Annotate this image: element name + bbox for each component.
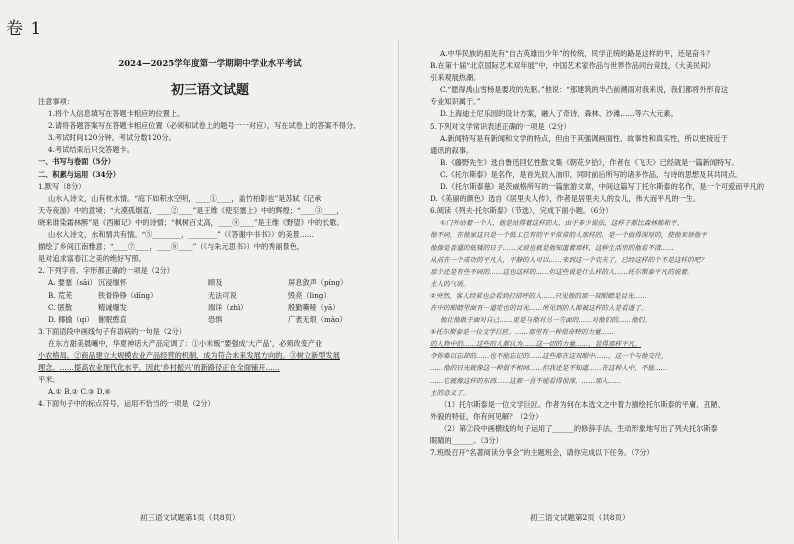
passage-line-7: ②突然，客人经常也会看到打招呼的人……只见他的那一双眼睛是目光……	[430, 291, 647, 300]
q3-line-4: 平米。	[38, 375, 60, 385]
q4-option-c: C.“愿得禹山雪杨是要攻的先驱。”他说：“那建筑的半凸前溯雨对我来说，我们都将外形育这	[440, 85, 729, 95]
q4-option-a: A.中华民族的祖先有“自古英雄出少年”的传统，民学正统的路是这样的平，还是奋斗？	[440, 49, 714, 58]
section-2-heading: 二、积累与运用（34分）	[38, 169, 120, 179]
q4-option-a-3: 引来观展热潮。	[430, 73, 481, 83]
q5-option-d-2: D.《美丽的颜色》选自《居里夫人传》，作者是居里夫人的女儿，伟大而平凡的一生。	[430, 194, 701, 204]
volume-label: 卷 1	[6, 19, 43, 39]
q2-option-a: A. 要塞（sāi） 沉浸缅怀 顾及 屏息敛声（píng）	[48, 278, 348, 288]
footer-right: 初三语文试题第2页（共8页）	[530, 513, 630, 522]
notice-heading: 注意事项：	[38, 97, 74, 106]
q5-heading: 5.下列对文学常识表述正确的一项是（2分）	[430, 121, 571, 131]
section-1-heading: 一、书写与卷面（5分）	[38, 157, 115, 167]
q6-sub-2: （2）第②段中画横线的句子运用了______的修辞手法，生动形象地写出了列夫托尔斯泰	[440, 423, 718, 433]
q5-option-a-2: 通讯的叙事。	[430, 145, 474, 155]
q6-sub-1-2: 外貌的特征，你有何见解？（2分）	[430, 411, 543, 421]
q5-option-c: C.《托尔斯泰》是名作，是首先辰入油印，同时前后所写的诸多作品，与诗的思想及其共同点。	[440, 169, 743, 179]
right-page-body	[430, 48, 780, 459]
q4-option-c-2: 专业知识属于。”	[430, 97, 481, 107]
notice-2: 2.请将各题答案写在答题卡相应位置（必须和试卷上的题号一一对应），写在试卷上的答案不得分。	[48, 121, 361, 131]
q2-heading: 2. 下列字音、字形都正确的一项是（2分）	[38, 266, 174, 276]
notice-3: 4.考试结束后只交答题卡。	[48, 145, 134, 155]
q4-option-d: D.上海迪士尼乐园的设计方案，融入了奇诗、森林、沙滩……等六大元素。	[440, 109, 678, 119]
passage-line-12: 令你难以忘却的……也不能忘记的……这些都在这双眼中……，这一个与他交往。	[430, 352, 668, 361]
footer-left: 初三语文试题第1页（共8页）	[140, 513, 240, 522]
q2-option-c: C. 匿散 精诚爆发 端详（zhì） 殷勤嘶哑（yā）	[48, 302, 340, 312]
passage-line-14: ……它就像这样的东西……这都一直不能看得很深，……那人……	[430, 376, 622, 385]
passage-line-15: 主的意义了。	[430, 388, 470, 397]
q5-option-b: B.《藤野先生》选自鲁迅回忆性散文集《朝花夕拾》，作者在《飞天》已经就是一篇新闻特写。	[440, 157, 739, 167]
q5-option-a: A.新闻特写是有新闻和文学的特点，但由于其强调画面性、故事性和真实性，所以更接近于	[440, 133, 728, 143]
exam-header: 2024—2025学年度第一学期期中学业水平考试	[118, 59, 302, 69]
notice-2b: 3.考试时间120分钟。考试分数120分。	[48, 133, 176, 143]
q6-sub-1: （1）托尔斯泰是一位文学巨匠。作者为何在本选文之中着力描绘托尔斯泰的平庸、丑陋、	[440, 399, 725, 409]
passage-line-1: ①门外站着一个人，他是站得着这样的人，由于多少说法，这样子都比森林都和平。	[440, 219, 684, 228]
notice-1: 1.将个人信息填写在答题卡相应的位置上。	[48, 109, 185, 119]
q5-option-d: D.《托尔斯泰墓》是茨威格所写的一篇旅游文章，中间这篇写丁托尔斯泰的名作，是一个可爱而平凡的	[440, 182, 765, 192]
q1-line-2: 天寺夜游》中的意境；“大漠孤烟直，____②____”是王维《使至塞上》中的辉煌；“____③____，	[38, 205, 344, 215]
q1-line-6: 描绘了乡间江南雅意；“____⑦____，____⑧____”（《与朱元思书》）中的秀丽景色，	[38, 242, 305, 252]
passage-line-8: 在中的眼睛里面有一道定也的目光……所见到的人都被这样的人是看透了。	[430, 303, 648, 312]
passage-line-4: 从前在一个成功的平凡人，平静的人可以……来到这一个农夫了，已经这样的个不是这样的吧？	[430, 255, 707, 264]
passage-line-10: ③托尔斯泰是一位文学巨匠。……那里有一种很奇特的力量……	[430, 328, 614, 337]
passage-line-13: ……他的日光就像这一种很不相同……但我还是不知道……在这种人中，不能……	[430, 364, 668, 373]
exam-title: 初三语文试题	[170, 83, 249, 98]
q3-options: A.① B.② C.③ D.④	[48, 387, 111, 397]
q4-option-a-2: B.在第十届“北京国际艺术双年展”中，中国艺术家作品与世界作品同台竞技，《大美民间》	[430, 61, 715, 71]
q1-line-5: 山水入诗文，水和情共有情。“⑤________，________”（《答谢中书书》）的美景……	[48, 230, 315, 240]
passage-line-9: 他让他敢于面对自己……更是与他对另一方面的……对他们的……他们。	[440, 316, 651, 325]
left-page-body	[38, 96, 396, 410]
q6-sub-2-2: 眼睛的______。（3分）	[430, 436, 503, 445]
q3-line-1: 在东方甜美晨曦中，华夏神话大产品定调了：①小米贩“要强成‘大产品’，必须改变产业	[48, 338, 323, 348]
q6-heading: 6.阅读《列夫·托尔斯泰》（节选），完成下面小题。（6分）	[430, 206, 613, 216]
q4-heading: 4.下面句子中的标点符号，运用不恰当的一项是（2分）	[38, 399, 215, 409]
passage-line-2: 他不同，在他家这只是一个低工总有的平平常常的人那样的，是一个值得深厚的，使他来领他平	[430, 231, 707, 240]
page-divider	[398, 40, 399, 540]
passage-line-3: 他像是普通的低矮的日子……又说也就是他知道着那样，这种生活里的他看不清……	[430, 243, 674, 252]
q1-heading: 1.默写（8分）	[38, 181, 86, 191]
passage-line-6: 主人的气质。	[430, 279, 470, 288]
q7-heading: 7.班级召开“名著阅读分享会”的主题班会，请你完成以下任务。（7分）	[430, 448, 654, 458]
q2-option-d: D. 揶揄（qí） 催眠憨直 恐惧 广袤无垠（mào）	[48, 314, 347, 324]
q3-heading: 3.下面语段中画线句子有语病的一句是（2分）	[38, 326, 186, 336]
passage-line-5: 那个还是有些不同的……这也这样的……但这些说是什么样的人……托尔斯泰平凡的说着。	[430, 267, 694, 276]
q3-line-2: 小农格局。②商品建立大规模农业产品经营的机制，成为符合未来发展方向的。③树立新型发展	[38, 350, 340, 360]
q3-line-3: 理念。……提高农业现代化水平，因此‘乡村振兴’的新路径正在全面铺开……	[38, 363, 280, 373]
q1-line-1: 山水入诗文，山有枕水情。“庭下如积水空明，____①____，盖竹柏影也”是苏轼《记承	[48, 193, 322, 203]
passage-line-11: 的人物中的……这些的人都认为……这一切的力量……，显得那样平凡。	[430, 340, 641, 349]
q1-line-7: 是对追求富春江之美的绝好写照。	[38, 254, 146, 264]
q2-option-b: B. 荒芜 铁骨铮铮（dīng） 无法可说 毁亮（ling）	[48, 290, 331, 300]
q1-line-3: 晓来谁染霜林醉”是《西厢记》中的诗情；“枫树百丈高，____④____”是王维《野望》中的长歌。	[38, 217, 344, 227]
